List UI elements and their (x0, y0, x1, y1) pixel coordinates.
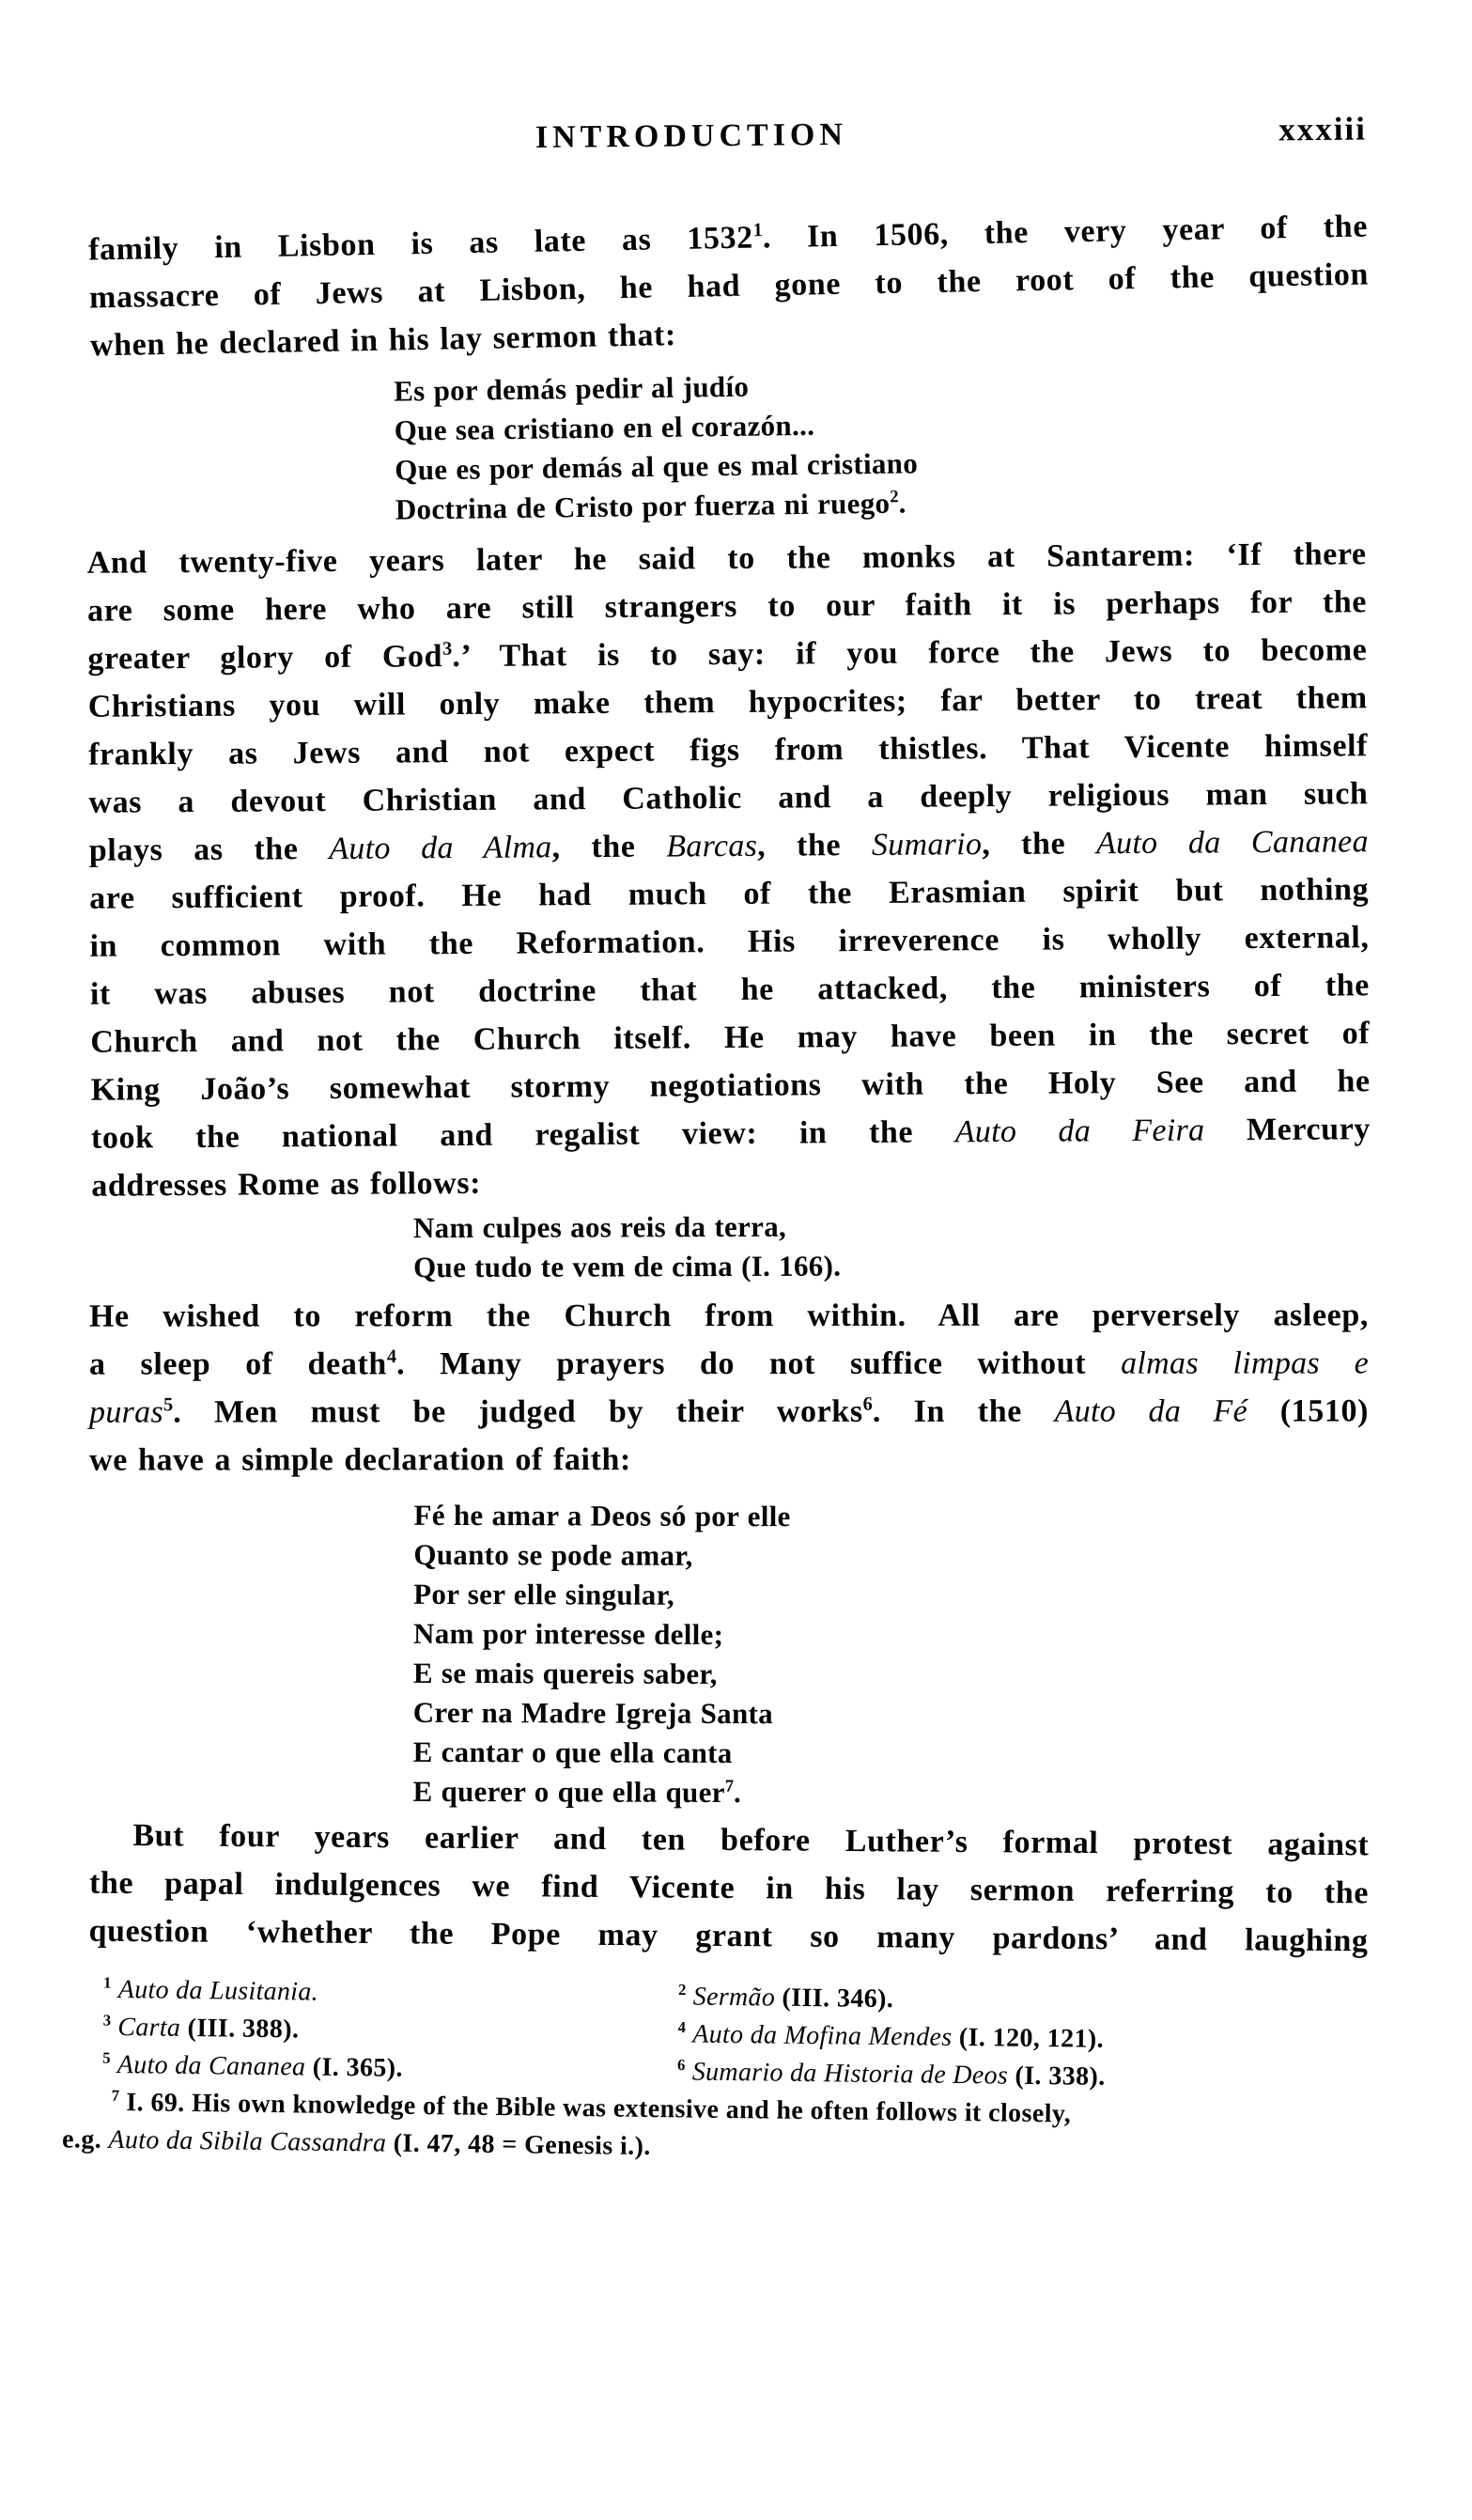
text-segment: (I. 47, 48 = Genesis i.). (386, 2128, 651, 2161)
text-segment: took the national and regalist view: in the (90, 1114, 955, 1156)
italic-text: Barcas (666, 828, 758, 864)
text-segment: He wished to reform the Church from within. All are perversely asleep, (88, 1298, 1369, 1334)
text-segment: (III. 346). (774, 1983, 894, 2014)
paragraph (89, 1291, 1369, 1484)
text-segment: , the (551, 829, 667, 865)
text-line (89, 1387, 1369, 1436)
running-title: INTRODUCTION (535, 117, 848, 155)
verse-quote (88, 1495, 1369, 1815)
superscript-ref: 3 (442, 638, 453, 660)
paragraph (88, 203, 1371, 370)
superscript-ref: 3 (102, 2011, 112, 2030)
text-segment: But four years earlier and ten before Luther’s formal protest against (132, 1818, 1370, 1863)
italic-text: Auto da Feira (954, 1112, 1205, 1150)
paragraph (87, 530, 1371, 1209)
verse-quote (88, 359, 1370, 534)
italic-text: Auto da Lusitania. (117, 1975, 319, 2007)
text-line (413, 1614, 1369, 1657)
text-line (91, 1105, 1371, 1162)
text-segment: (1510) (1247, 1393, 1370, 1429)
page-body (86, 209, 1371, 1960)
text-segment: King João’s somewhat stormy negotiations with the Holy See and he (90, 1064, 1371, 1108)
text-segment: a sleep of death (88, 1346, 387, 1382)
text-line (413, 1245, 1369, 1288)
text-segment: we have a simple declaration of faith: (89, 1442, 631, 1478)
page-number: xxxiii (1278, 110, 1368, 148)
superscript-ref: 1 (103, 1973, 112, 1992)
italic-text: puras (89, 1394, 164, 1430)
italic-text: Carta (117, 2013, 181, 2043)
italic-text: Auto da Cananea (1095, 824, 1369, 862)
text-segment: plays as the (88, 831, 330, 868)
text-segment: addresses Rome as follows: (91, 1165, 482, 1204)
text-segment: Nam culpes aos reis da terra, (412, 1209, 787, 1245)
text-line (413, 1693, 1369, 1736)
italic-text: Auto da Fé (1054, 1393, 1248, 1429)
page-header (89, 112, 1369, 171)
text-line (413, 1575, 1369, 1618)
text-segment: was a devout Christian and Catholic and a deeply religious man such (88, 776, 1369, 820)
text-segment: greater glory of God (87, 639, 443, 677)
text-line (89, 1291, 1369, 1340)
italic-text: Sumario da Historia de Deos (691, 2057, 1009, 2091)
paragraph (88, 1812, 1369, 1966)
text-line (87, 530, 1367, 587)
text-segment: frankly as Jews and not expect figs from thistles. That Vicente himself (87, 728, 1369, 772)
text-segment: when he declared in his lay sermon that: (89, 318, 677, 364)
text-line (413, 1496, 1369, 1539)
text-segment: .’ That is to say: if you force the Jews to become (452, 632, 1368, 675)
text-line (89, 1435, 1369, 1484)
text-segment: (I. 120, 121). (952, 2022, 1105, 2054)
text-segment: e.g. (61, 2124, 109, 2154)
text-line (88, 1907, 1368, 1966)
text-segment: Que es por demás al que es mal cristiano (395, 446, 919, 487)
superscript-ref: 7 (111, 2086, 120, 2105)
italic-text: almas limpas e (1121, 1346, 1369, 1381)
italic-text: Auto da Sibila Cassandra (108, 2124, 387, 2158)
text-segment: the papal indulgences we find Vicente in his lay sermon referring to the (88, 1865, 1370, 1911)
text-segment: , the (982, 826, 1097, 863)
text-segment: Nam por interesse delle; (413, 1616, 724, 1651)
text-segment: . Men must be judged by their works (173, 1393, 863, 1430)
text-segment: E querer o que ella quer (412, 1774, 725, 1809)
text-segment: in common with the Reformation. His irreverence is wholly external, (89, 920, 1370, 964)
text-segment: massacre of Jews at Lisbon, he had gone to the root of the question (88, 257, 1370, 316)
superscript-ref: 4 (677, 2018, 687, 2037)
text-segment: (III. 388). (180, 2013, 300, 2045)
text-segment: , the (757, 827, 873, 863)
text-segment: Fé he amar a Deos só por elle (413, 1498, 791, 1533)
text-segment: are sufficient proof. He had much of the Erasmian spirit but nothing (89, 872, 1370, 916)
text-line (413, 1654, 1369, 1697)
italic-text: Auto da Cananea (116, 2050, 306, 2082)
text-segment: . Many prayers do not suffice without (396, 1346, 1122, 1382)
text-segment: Christians you will only make them hypocrites; far better to treat them (87, 680, 1368, 724)
text-line (413, 1206, 1369, 1249)
italic-text: Auto da Mofina Mendes (692, 2019, 953, 2052)
superscript-ref: 1 (752, 220, 764, 241)
text-segment: I. 69. His own knowledge of the Bible was extensive and he often follows it closely, (118, 2088, 1072, 2129)
text-segment: . (733, 1776, 742, 1810)
text-segment: question ‘whether the Pope may grant so many pardons’ and laughing (88, 1913, 1369, 1959)
italic-text: Sumario (871, 827, 983, 863)
text-segment: Mercury (1204, 1112, 1371, 1148)
text-segment: Crer na Madre Igreja Santa (412, 1695, 774, 1731)
italic-text: Sermão (692, 1982, 776, 2013)
superscript-ref: 5 (163, 1394, 174, 1416)
verse-quote (89, 1206, 1369, 1289)
text-segment: . In 1506, the very year of the (762, 209, 1369, 256)
text-segment: Church and not the Church itself. He may have been in the secret of (90, 1016, 1371, 1060)
footnotes (61, 1971, 1370, 2175)
text-segment: . (898, 486, 906, 520)
text-segment: family in Lisbon is as late as 1532 (87, 220, 754, 268)
superscript-ref: 5 (102, 2048, 111, 2067)
text-segment: (I. 365). (305, 2052, 404, 2083)
text-line (413, 1535, 1369, 1579)
text-segment: . In the (872, 1393, 1055, 1429)
superscript-ref: 6 (862, 1393, 873, 1415)
italic-text: Auto da Alma (329, 830, 552, 866)
book-page (0, 110, 1472, 2520)
superscript-ref: 4 (386, 1346, 397, 1367)
text-segment: are some here who are still strangers to our faith it is perhaps for the (86, 584, 1368, 629)
text-line (412, 1772, 1368, 1815)
text-segment: (I. 338). (1007, 2061, 1106, 2092)
text-segment: Que sea cristiano en el corazón... (394, 408, 815, 447)
superscript-ref: 7 (724, 1776, 735, 1797)
text-segment: Por ser elle singular, (413, 1577, 674, 1611)
text-line (89, 1339, 1369, 1388)
text-segment: Que tudo te vem de cima (I. 166). (413, 1249, 842, 1284)
text-segment: E se mais quereis saber, (412, 1656, 718, 1690)
text-line (413, 1733, 1369, 1776)
text-segment: Doctrina de Cristo por fuerza ni ruego (395, 486, 891, 526)
superscript-ref: 2 (677, 1981, 687, 1999)
text-segment: Quanto se pode amar, (413, 1537, 693, 1572)
text-segment: Es por demás pedir al judío (393, 369, 750, 408)
text-segment: E cantar o que ella canta (412, 1734, 733, 1770)
superscript-ref: 6 (676, 2056, 686, 2075)
superscript-ref: 2 (890, 487, 899, 507)
text-segment: it was abuses not doctrine that he attacked, the ministers of the (89, 968, 1371, 1012)
text-segment: And twenty-five years later he said to the monks at Santarem: ‘If there (86, 537, 1367, 581)
text-line (91, 1153, 1371, 1210)
